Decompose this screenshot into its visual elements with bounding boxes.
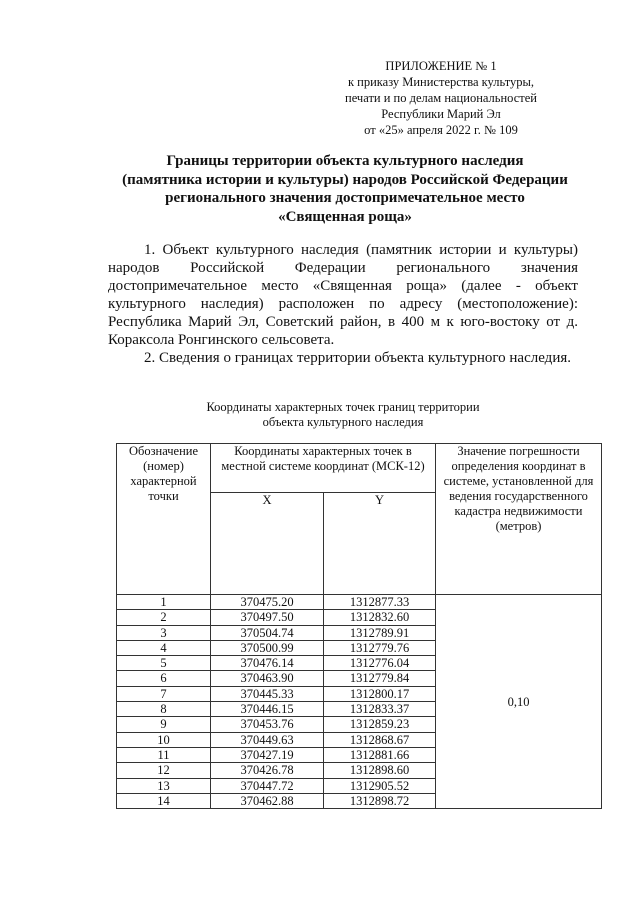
caption-line: объекта культурного наследия	[262, 415, 424, 429]
cell-y: 1312898.72	[324, 793, 436, 808]
title-line: Границы территории объекта культурного наследия	[166, 153, 524, 169]
header-error: Значение погрешности определения координат в системе, установленной для ведения государственного кадастра недвижимости (метров)	[436, 444, 602, 595]
cell-x: 370475.20	[211, 595, 324, 610]
cell-point-number: 3	[117, 625, 211, 640]
header-x: X	[211, 493, 324, 595]
cell-y: 1312881.66	[324, 747, 436, 762]
appendix-line: Республики Марий Эл	[381, 107, 501, 121]
paragraph-location: 1. Объект культурного наследия (памятник истории и культуры) народов Российской Федерации регионального значения достопримечательное место «Священная роща» (далее - объект культурного наследия) расположен по адресу (местоположение): Республика Марий Эл, Советский район, в 400 м к юго-востоку от д. Коракcола Ронгинского сельсовета.	[108, 242, 578, 348]
cell-point-number: 12	[117, 763, 211, 778]
cell-x: 370504.74	[211, 625, 324, 640]
cell-y: 1312779.84	[324, 671, 436, 686]
table-row	[117, 595, 602, 610]
cell-y: 1312868.67	[324, 732, 436, 747]
cell-x: 370449.63	[211, 732, 324, 747]
paragraph-boundaries: 2. Сведения о границах территории объекта культурного наследия.	[144, 350, 571, 366]
document-title	[70, 152, 620, 226]
title-line: (памятника истории и культуры) народов Российской Федерации	[122, 171, 568, 188]
cell-error-value: 0,10	[436, 595, 602, 809]
cell-y: 1312877.33	[324, 595, 436, 610]
cell-point-number: 5	[117, 656, 211, 671]
cell-x: 370476.14	[211, 656, 324, 671]
cell-x: 370453.76	[211, 717, 324, 732]
appendix-line: печати и по делам национальностей	[345, 91, 537, 105]
appendix-line: к приказу Министерства культуры,	[347, 75, 535, 89]
cell-y: 1312779.76	[324, 640, 436, 655]
cell-point-number: 14	[117, 793, 211, 808]
header-y: Y	[324, 493, 436, 595]
title-line: регионального значения достопримечательное место	[165, 190, 525, 206]
cell-y: 1312898.60	[324, 763, 436, 778]
cell-y: 1312833.37	[324, 702, 436, 717]
cell-x: 370497.50	[211, 610, 324, 625]
cell-y: 1312832.60	[324, 610, 436, 625]
cell-point-number: 8	[117, 702, 211, 717]
cell-x: 370500.99	[211, 640, 324, 655]
cell-x: 370427.19	[211, 747, 324, 762]
cell-y: 1312859.23	[324, 717, 436, 732]
cell-point-number: 4	[117, 640, 211, 655]
cell-x: 370446.15	[211, 702, 324, 717]
header-point-number: Обозначение (номер) характерной точки	[117, 444, 211, 595]
cell-point-number: 1	[117, 595, 211, 610]
cell-y: 1312905.52	[324, 778, 436, 793]
cell-x: 370445.33	[211, 686, 324, 701]
cell-point-number: 13	[117, 778, 211, 793]
cell-x: 370447.72	[211, 778, 324, 793]
header-coordinates: Координаты характерных точек в местной системе координат (МСК-12)	[211, 444, 436, 493]
caption-line: Координаты характерных точек границ территории	[206, 400, 480, 414]
cell-point-number: 9	[117, 717, 211, 732]
cell-y: 1312776.04	[324, 656, 436, 671]
cell-y: 1312800.17	[324, 686, 436, 701]
cell-point-number: 11	[117, 747, 211, 762]
cell-x: 370463.90	[211, 671, 324, 686]
title-line: «Священная роща»	[278, 208, 412, 225]
coordinates-table	[116, 443, 602, 809]
appendix-line: от «25» апреля 2022 г. № 109	[364, 123, 518, 137]
cell-point-number: 10	[117, 732, 211, 747]
cell-y: 1312789.91	[324, 625, 436, 640]
body-text	[108, 241, 578, 367]
cell-x: 370426.78	[211, 763, 324, 778]
table-caption	[150, 400, 536, 430]
appendix-header	[300, 58, 582, 138]
cell-point-number: 2	[117, 610, 211, 625]
appendix-line: ПРИЛОЖЕНИЕ № 1	[385, 59, 497, 73]
cell-x: 370462.88	[211, 793, 324, 808]
cell-point-number: 7	[117, 686, 211, 701]
cell-point-number: 6	[117, 671, 211, 686]
